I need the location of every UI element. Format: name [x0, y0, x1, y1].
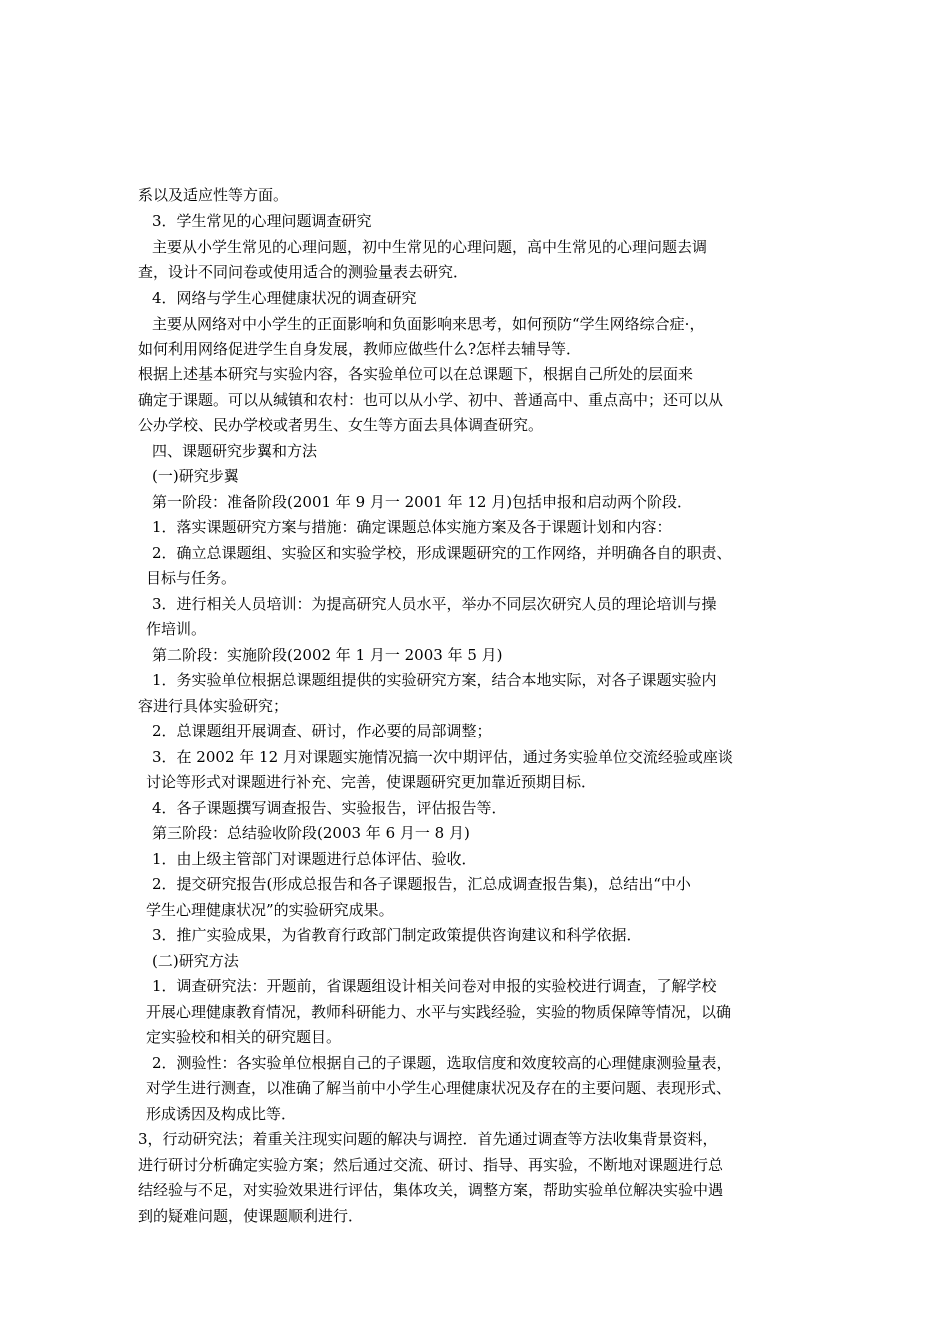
- text-line: 结经验与不足，对实验效果进行评估，集体攻关，调整方案，帮助实验单位解决实验中遇: [138, 1181, 724, 1199]
- text-line: 开展心理健康教育情况，教师科研能力、水平与实践经验，实验的物质保障等情况，以确: [146, 1003, 732, 1021]
- text-line: 3．在 2002 年 12 月对课题实施情况搞一次中期评估，通过务实验单位交流经验或座谈: [152, 748, 733, 766]
- text-line: 讨论等形式对课题进行补充、完善，使课题研究更加靠近预期目标．: [146, 773, 597, 791]
- text-line: 1．调查研究法：开题前，省课题组设计相关问卷对申报的实验校进行调查，了解学校: [152, 977, 717, 995]
- text-line: 1．务实验单位根据总课题组提供的实验研究方案，结合本地实际，对各子课题实验内: [152, 671, 717, 689]
- subsection-heading: (二)研究方法: [152, 952, 239, 970]
- text-line: 确定于课题。可以从缄镇和农村：也可以从小学、初中、普通高中、重点高中；还可以从: [138, 391, 724, 409]
- text-line: 作培训。: [146, 620, 207, 638]
- text-line: 主要从网络对中小学生的正面影响和负面影响来思考，如何预防“学生网络综合症·，: [152, 315, 705, 333]
- text-line: 公办学校、民办学校或者男生、女生等方面去具体调查研究。: [138, 416, 544, 434]
- text-line: 目标与任务。: [146, 569, 237, 587]
- text-line: 如何利用网络促进学生自身发展，教师应做些什么?怎样去辅导等．: [138, 340, 582, 358]
- text-line: 3．推广实验成果，为省教育行政部门制定政策提供咨询建议和科学依据．: [152, 926, 642, 944]
- text-line: 学生心理健康状况”的实验研究成果。: [146, 901, 394, 919]
- subsection-heading: (一)研究步翼: [152, 467, 239, 485]
- text-line: 进行研讨分析确定实验方案；然后通过交流、研讨、指导、再实验，不断地对课题进行总: [138, 1156, 724, 1174]
- text-line: 容进行具体实验研究；: [138, 697, 289, 715]
- text-line: 2．测验性：各实验单位根据自己的子课题，选取信度和效度较高的心理健康测验量表，: [152, 1054, 732, 1072]
- section-heading: 四、课题研究步翼和方法: [152, 442, 318, 460]
- text-line: 4．网络与学生心理健康状况的调查研究: [152, 289, 417, 307]
- text-line: 对学生进行测查，以准确了解当前中小学生心理健康状况及存在的主要问题、表现形式、: [146, 1079, 732, 1097]
- text-line: 查，设计不同问卷或使用适合的测验量表去研究．: [138, 263, 469, 281]
- text-line: 3．进行相关人员培训：为提高研究人员水平，举办不同层次研究人员的理论培训与操: [152, 595, 717, 613]
- text-line: 4．各子课题撰写调查报告、实验报告，评估报告等．: [152, 799, 507, 817]
- text-line: 主要从小学生常见的心理问题，初中生常见的心理问题，高中生常见的心理问题去调: [152, 238, 708, 256]
- text-line: 1．由上级主管部门对课题进行总体评估、验收．: [152, 850, 477, 868]
- text-line: 定实验校和相关的研究题目。: [146, 1028, 342, 1046]
- text-line: 第三阶段：总结验收阶段(2003 年 6 月一 8 月): [152, 824, 470, 842]
- text-line: 1．落实课题研究方案与措施：确定课题总体实施方案及各于课题计划和内容：: [152, 518, 672, 536]
- text-line: 第一阶段：准备阶段(2001 年 9 月一 2001 年 12 月)包括申报和启动两个阶段．: [152, 493, 693, 511]
- text-line: 根据上述基本研究与实验内容，各实验单位可以在总课题下，根据自己所处的层面来: [138, 365, 694, 383]
- text-line: 2．总课题组开展调查、研讨，作必要的局部调整；: [152, 722, 492, 740]
- text-line: 第二阶段：实施阶段(2002 年 1 月一 2003 年 5 月): [152, 646, 503, 664]
- text-line: 形成诱因及构成比等．: [146, 1105, 297, 1123]
- text-line: 3，行动研究法；着重关注现实问题的解决与调控．首先通过调查等方法收集背景资料，: [138, 1130, 718, 1148]
- text-line: 3．学生常见的心理问题调查研究: [152, 212, 372, 230]
- text-line: 系以及适应性等方面。: [138, 186, 289, 204]
- text-line: 到的疑难问题，使课题顺利进行．: [138, 1207, 364, 1225]
- text-line: 2．确立总课题组、实验区和实验学校，形成课题研究的工作网络，并明确各自的职责、: [152, 544, 732, 562]
- text-line: 2．提交研究报告(形成总报告和各子课题报告，汇总成调查报告集)，总结出“中小: [152, 875, 691, 893]
